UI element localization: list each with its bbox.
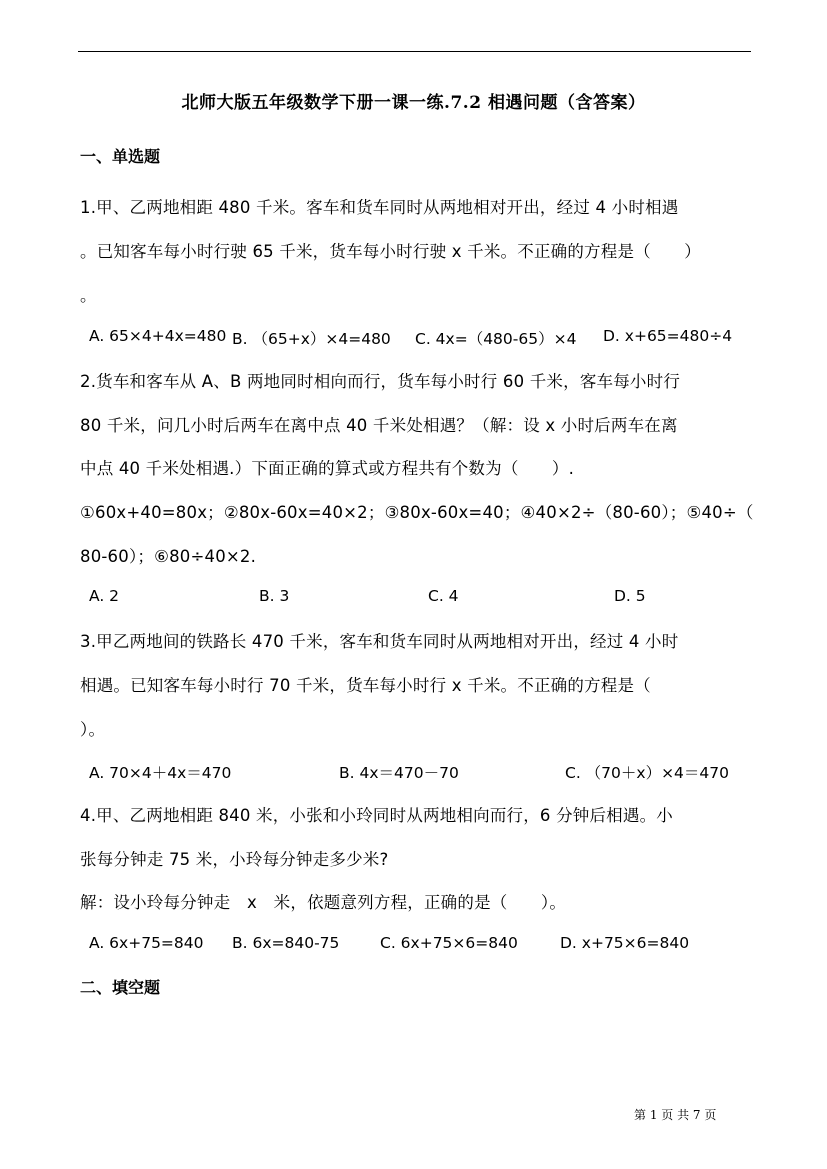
q4-option-b: B. 6x=840-75 <box>232 934 340 952</box>
q3-option-b: B. 4x＝470－70 <box>339 764 459 782</box>
q4-option-d: D. x+75×6=840 <box>560 934 690 952</box>
q2-line-4: ①60x+40=80x；②80x-60x=40×2；③80x-60x=40；④40×2÷（80-60）；⑤40÷（ <box>80 503 754 522</box>
q2-line-5: 80-60）；⑥80÷40×2. <box>80 547 257 566</box>
q1-option-b: B. （65+x）×4=480 <box>232 330 391 348</box>
q4-option-c: C. 6x+75×6=840 <box>380 934 518 952</box>
q2-line-1: 2.货车和客车从 A、B 两地同时相向而行，货车每小时行 60 千米，客车每小时行 <box>80 372 681 391</box>
q4-option-a: A. 6x+75=840 <box>89 934 204 952</box>
q4-line-3: 解：设小玲每分钟走 x 米，依题意列方程，正确的是（ ）。 <box>80 893 567 912</box>
q3-line-2: 相遇。已知客车每小时行 70 千米，货车每小时行 x 千米。不正确的方程是（ <box>80 676 651 695</box>
q1-line-2: 。已知客车每小时行驶 65 千米，货车每小时行驶 x 千米。不正确的方程是（ ） <box>80 242 701 261</box>
q1-option-c: C. 4x=（480-65）×4 <box>415 330 577 348</box>
q3-option-a: A. 70×4＋4x＝470 <box>89 764 232 782</box>
q3-line-3: ）。 <box>80 720 106 739</box>
q2-option-c: C. 4 <box>428 587 459 605</box>
q2-option-a: A. 2 <box>89 587 120 605</box>
q4-line-2: 张每分钟走 75 米，小玲每分钟走多少米? <box>80 850 389 869</box>
q3-option-c: C. （70＋x）×4＝470 <box>565 764 730 782</box>
header-rule <box>78 51 751 52</box>
page-footer: 第 1 页 共 7 页 <box>634 1108 717 1122</box>
document-title: 北师大版五年级数学下册一课一练.7.2 相遇问题（含答案） <box>181 93 646 113</box>
q3-line-1: 3.甲乙两地间的铁路长 470 千米，客车和货车同时从两地相对开出，经过 4 小时 <box>80 632 679 651</box>
q2-option-b: B. 3 <box>259 587 290 605</box>
q1-option-a: A. 65×4+4x=480 <box>89 327 227 345</box>
q1-option-d: D. x+65=480÷4 <box>603 327 733 345</box>
q2-line-2: 80 千米，问几小时后两车在离中点 40 千米处相遇？（解：设 x 小时后两车在离 <box>80 416 678 435</box>
q1-line-1: 1.甲、乙两地相距 480 千米。客车和货车同时从两地相对开出，经过 4 小时相遇 <box>80 198 679 217</box>
q4-line-1: 4.甲、乙两地相距 840 米，小张和小玲同时从两地相向而行，6 分钟后相遇。小 <box>80 806 673 825</box>
section-heading-fill-blank: 二、填空题 <box>80 978 161 997</box>
q1-line-3: 。 <box>80 286 97 305</box>
q2-line-3: 中点 40 千米处相遇.）下面正确的算式或方程共有个数为（ ）. <box>80 459 575 478</box>
q2-option-d: D. 5 <box>614 587 646 605</box>
section-heading-single-choice: 一、单选题 <box>80 147 161 166</box>
